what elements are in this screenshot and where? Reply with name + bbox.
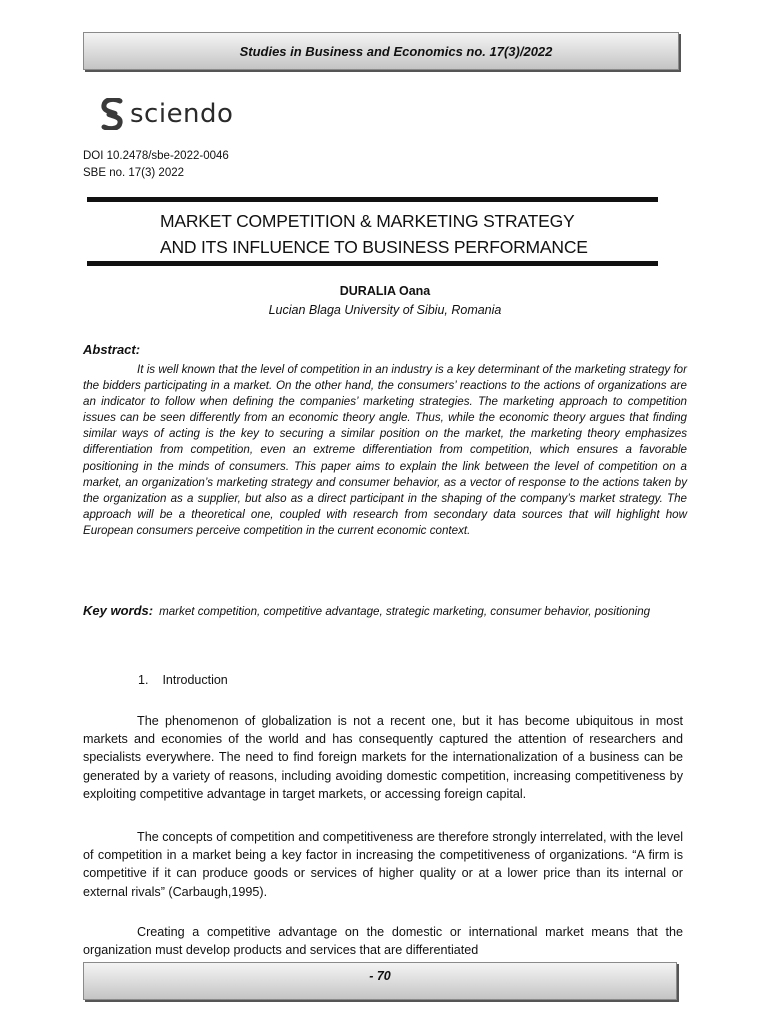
title-rule-bottom (87, 261, 658, 266)
doi-line: DOI 10.2478/sbe-2022-0046 (83, 150, 229, 162)
section-title: Introduction (162, 673, 228, 687)
title-rule-top (87, 197, 658, 202)
sciendo-s-icon (100, 98, 124, 130)
abstract-label: Abstract: (83, 342, 141, 357)
paper-title-line-1: MARKET COMPETITION & MARKETING STRATEGY (160, 211, 575, 231)
publisher-logo (100, 97, 233, 131)
issue-line: SBE no. 17(3) 2022 (83, 167, 185, 179)
keywords-text: market competition, competitive advantage, strategic marketing, consumer behavior, positioning (159, 605, 651, 618)
author-name: DURALIA Oana (339, 284, 431, 298)
body-paragraph: The concepts of competition and competitiveness are therefore strongly interrelated, with the level of competition in a market being a key factor in increasing the competitiveness of organizations. “A firm is competitive if it can produce goods or services of higher quality or at a lower price than its internal or external rivals” (Carbaugh,1995). (83, 830, 683, 899)
body-paragraph: The phenomenon of globalization is not a recent one, but it has become ubiquitous in most markets and economies of the world and has consequently captured the attention of researchers and specialists everywhere. The need to find foreign markets for the internationalization of a business can be generated by a variety of reasons, including avoiding domestic competition, increasing competitiveness by exploiting competitive advantage in target markets, or accessing foreign capital. (83, 714, 683, 801)
paper-title-line-2: AND ITS INFLUENCE TO BUSINESS PERFORMANCE (160, 237, 588, 257)
journal-header-bar (83, 32, 679, 70)
body-paragraph: Creating a competitive advantage on the domestic or international market means that the organization must develop products and services that are differentiated (83, 925, 683, 958)
publisher-logo-text: sciendo (130, 99, 234, 129)
section-heading (138, 673, 228, 687)
section-number: 1. (138, 673, 149, 687)
abstract-text: It is well known that the level of competition in an industry is a key determinant of the marketing strategy for the bidders participating in a market. On the other hand, the consumers’ reactions to the actions of organizations are an indicator to follow when defining the companies’ marketing strategies. The marketing approach to competition issues can be seen differently from an economic theory angle. Thus, while the economic theory argues that finding similar ways of acting is the key to securing a similar position on the market, the marketing theory emphasizes differentiation from competition, even an extreme differentiation from competition, which ensures a favorable positioning in the minds of consumers. This paper aims to explain the link between the level of competition on a market, an organization’s marketing strategy and consumer behavior, as a vector of response to the actions taken by the organization as a supplier, but also as a direct participant in the shaping of the company’s market strategy. The approach will be a theoretical one, coupled with research from secondary data sources that will highlight how European consumers perceive competition in the current economic context. (83, 363, 687, 537)
keywords-label: Key words: (83, 603, 154, 618)
keywords (83, 603, 687, 619)
doi-block (83, 148, 229, 182)
paper-title (160, 208, 660, 260)
page-number: - 70 (369, 969, 391, 983)
page-footer-bar (83, 962, 677, 1000)
author-affiliation: Lucian Blaga University of Sibiu, Romania (268, 303, 502, 317)
journal-title: Studies in Business and Economics no. 17(3)/2022 (239, 43, 553, 59)
